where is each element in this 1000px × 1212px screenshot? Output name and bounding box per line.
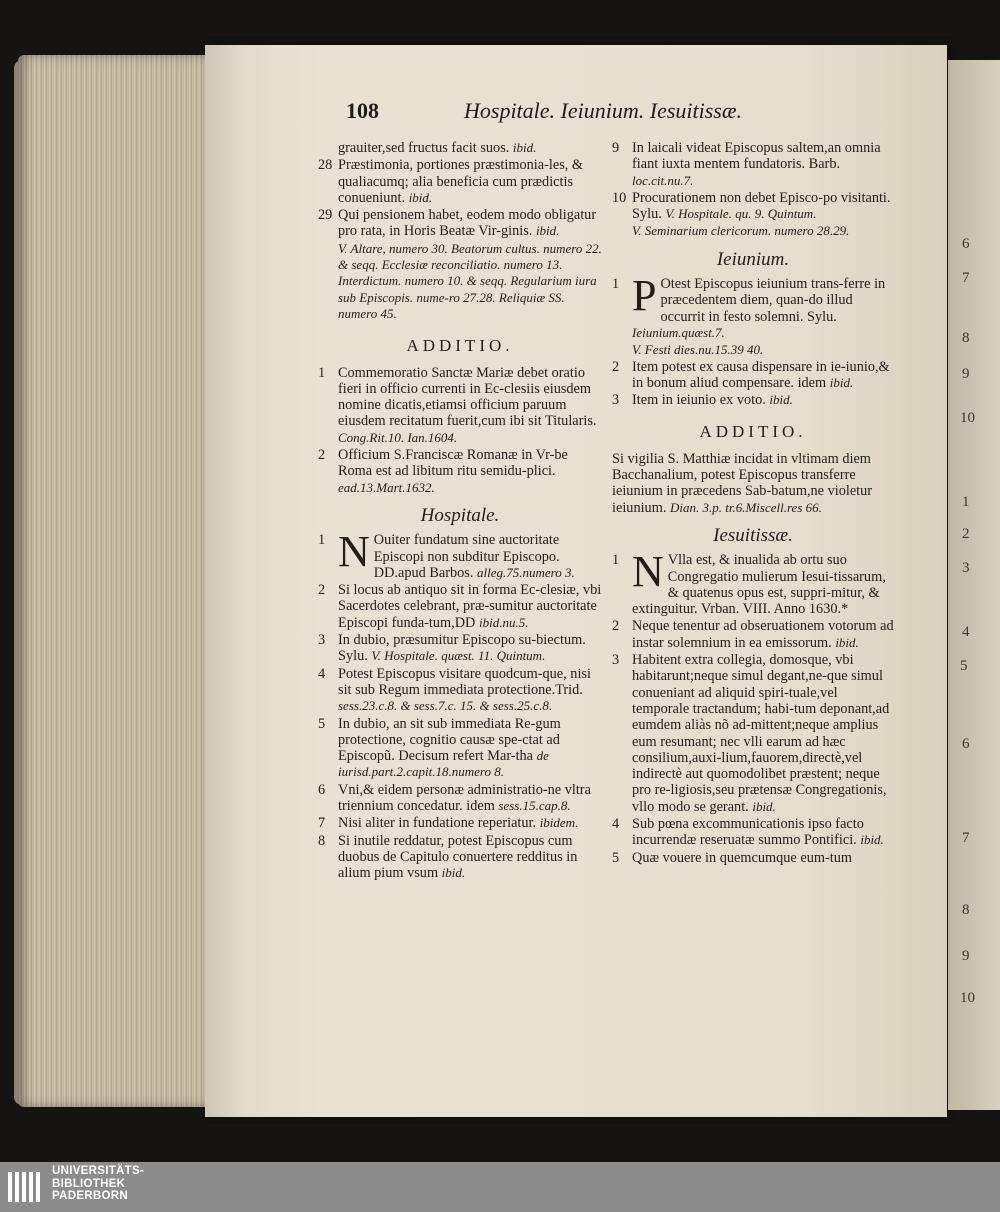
entry-number: 1 [318,532,326,549]
entry-text: Nisi aliter in fundatione reperiatur. [338,815,537,832]
entry-reference: Ieiunium.quæst.7. [632,324,725,340]
entry-text: Quæ vouere in quemcumque eum-tum [632,849,852,866]
numbered-entry [318,157,602,206]
entry-reference: de iurisd.part.2.capit.18.numero 8. [338,748,549,780]
entry-reference: alleg.75.numero 3. [477,564,575,580]
drop-capital: N [338,527,370,577]
numbered-entry [612,392,894,408]
hospitale-heading: Hospitale. [420,504,500,526]
facing-page-number: 9 [962,366,970,382]
facing-page-number: 9 [962,948,970,964]
entry-number: 2 [318,447,326,464]
numbered-entry [612,359,894,392]
numbered-entry [318,140,602,156]
footer-bar [0,1162,1000,1212]
entry-text: In dubio, præsumitur Episcopo su-biectum. Sylu. [338,632,586,665]
entry-number: 8 [318,832,326,849]
page-number: 108 [346,98,379,123]
entry-reference: sess.23.c.8. & sess.7.c. 15. & sess.25.c.8. [338,698,553,714]
facing-page-number: 3 [962,560,970,576]
entry-reference: Dian. 3.p. tr.6.Miscell.res 66. [669,499,822,515]
numbered-entry [612,816,894,849]
numbered-entry [318,365,602,446]
entry-text: Commemoratio Sanctæ Mariæ debet oratio fieri in officio currenti in Ec-clesiis eiusdem nomine dicatis,etiamsi officium paruum eiusdem recitatum fuerit,cum ibi sit Titularis. [338,364,597,430]
numbered-entry [318,666,602,715]
cross-reference: V. Festi dies.nu.15.39 40. [632,342,764,358]
entry-number: 3 [612,392,620,409]
entry-reference: V. Hospitale. qu. 9. Quintum. [665,206,817,222]
entry-number: 3 [318,632,326,649]
header-title: Hospitale. Ieiunium. Iesuitissæ. [464,98,743,123]
numbered-entry [318,207,602,240]
entry-number: 5 [612,849,620,866]
entry-reference: ibid. [752,798,776,814]
numbered-entry [318,833,602,882]
numbered-entry [612,271,894,341]
numbered-entry [612,140,894,189]
library-logo-text [52,1165,144,1203]
numbered-entry [612,547,894,618]
entry-reference: ibid. [860,832,884,848]
logo-line: BIBLIOTHEK [52,1177,126,1190]
facing-page-number: 6 [962,236,970,252]
entry-text: In laicali videat Episcopus saltem,an omnia fiant iuxta mentem fundatoris. Barb. [632,140,881,173]
numbered-entry [318,447,602,496]
entry-number: 2 [612,358,620,375]
entry-reference: ibid. [835,634,859,650]
cross-reference: V. Altare, numero 30. Beatorum cultus. numero 22. & seqq. Ecclesiæ reconciliatio. numero 13. Interdictum. numero 10. & seqq. Regularium iura sub Episcopis. nume-ro 27.28. Reliquiæ SS. numero 45. [338,240,602,321]
ieiunium-heading: Ieiunium. [716,248,790,270]
entry-text: Item in ieiunio ex voto. [632,392,766,409]
entry-text: Neque tenentur ad obseruationem votorum ad instar solemnium in ea emissorum. [632,618,894,651]
entry-reference: sess.15.cap.8. [498,797,571,813]
entry-number: 4 [318,665,326,682]
numbered-entry [612,652,894,815]
iesuitissae-heading: Iesuitissæ. [713,524,793,546]
entry-number: 28 [318,157,333,174]
numbered-entry [318,582,602,631]
additio-paragraph [612,451,894,516]
numbered-entry [612,618,894,651]
entry-reference: ibid. [512,140,537,155]
entry-text: Qui pensionem habet, eodem modo obligatur pro rata, in Horis Beatæ Vir-ginis. [338,207,597,240]
left-column [318,140,602,882]
entry-number: 2 [612,618,620,635]
entry-number: 2 [318,582,326,599]
entry-number: 10 [612,189,627,206]
entry-text: Officium S.Franciscæ Romanæ in Vr-be Roma est ad libitum ritu semidu-plici. [338,447,568,480]
facing-page-number: 4 [962,624,970,640]
facing-page-number: 6 [962,736,970,752]
entry-reference: ibid. [829,374,854,390]
entry-reference: ibid. [769,392,793,408]
entry-number: 7 [318,815,326,832]
entry-number: 3 [612,652,620,669]
entry-text: Vlla est, & inualida ab ortu suo Congregatio mulierum Iesui-tissarum, & quatenus opus est, suppri-mitur, & extinguitur. Vrban. VIII. Anno 1630.* [632,552,886,618]
additio-heading: ADDITIO. [406,336,514,356]
entry-reference: Cong.Rit.10. Ian.1604. [338,429,458,445]
numbered-entry [612,190,894,223]
entry-reference: V. Hospitale. quæst. 11. Quintum. [371,648,546,664]
entry-text: Sub pœna excommunicationis ipso facto incurrendæ reseruatæ summo Pontifici. [632,815,864,849]
entry-reference: ibid. [441,865,466,881]
facing-page-number: 8 [962,330,970,346]
numbered-entry [318,632,602,665]
numbered-entry [318,782,602,815]
numbered-entry [318,716,602,781]
entry-text: Si vigilia S. Matthiæ incidat in vltimam diem Bacchanalium, potest Episcopus transferre ieiunium in præcedens Sab-batum,ne violetur ieiunium. [612,450,873,516]
entry-text: In dubio, an sit sub immediata Re-gum protectione, cognitio causæ spe-ctat ad Episcopũ. Decisum refert Mar-tha [338,715,561,765]
entry-reference: ibid.nu.5. [478,614,529,630]
facing-page-number: 10 [960,410,975,426]
facing-page-number: 8 [962,902,970,918]
numbered-entry [318,815,602,831]
facing-page-number: 7 [962,270,970,286]
entry-number: 6 [318,781,326,798]
entry-number: 1 [612,552,620,569]
drop-capital: N [632,547,664,597]
book-page-edges [18,55,214,1107]
library-logo-icon [6,1168,46,1206]
entry-number: 1 [318,364,326,381]
facing-page-number: 2 [962,526,970,542]
additio-heading: ADDITIO. [699,422,807,442]
entry-text: Vni,& eidem personæ administratio-ne vltra triennium concedatur. idem [338,781,591,814]
facing-page-edge [948,60,1000,1110]
logo-line: UNIVERSITÄTS- [52,1165,145,1177]
entry-reference: ead.13.Mart.1632. [338,479,435,495]
facing-page-number: 1 [962,494,970,510]
numbered-entry [318,527,602,581]
facing-page-number: 5 [960,658,968,674]
entry-text: Si inutile reddatur, potest Episcopus cum duobus de Capitulo conuertere redditus in alium pium vsum [338,832,578,882]
entry-number: 9 [612,140,620,156]
entry-number: 4 [612,815,620,832]
entry-text: Ouiter fundatum sine auctoritate Episcopi non subditur Episcopo. DD.apud Barbos. [373,532,560,581]
entry-number: 29 [318,207,333,224]
entry-text: Potest Episcopus visitare quodcum-que, nisi sit sub Regum immediata protectione.Trid. [338,665,591,698]
entry-text: Otest Episcopus ieiunium trans-ferre in præcedentem diem, quan-do illud occurrit in festo solemni. Sylu. [660,276,886,325]
entry-text: Præstimonia, portiones præstimonia-les, & qualiacumq; alia beneficia cum prædictis conueniunt. [338,157,584,206]
entry-number: 5 [318,715,326,732]
entry-text: Procurationem non debet Episco-po visitanti. Sylu. [632,189,891,223]
entry-number: 1 [612,276,620,293]
facing-page-number: 10 [960,990,975,1006]
logo-line: PADERBORN [52,1190,128,1202]
entry-text: Item potest ex causa dispensare in ie-iunio,& in bonum aliud compensare. idem [632,358,890,391]
right-column [612,140,894,867]
entry-text: grauiter,sed fructus facit suos. [338,140,510,156]
entry-text: Habitent extra collegia, domosque, vbi habitarunt;neque simul degant,ne-que simul conueniant ad aliquid spiri-tuale,vel temporale tractandum; habi-tum deponant,ad eumdem aliàs nõ ad-mittent;neque amplius eum resumant; nec vlli earum ad hæc consilium,auxi-lium,fauorem,directè,vel indirectè aut quomodolibet præstent; neque pro re-ligiosis,seu prætensæ Congregationis, vllo modo se gerant. [632,652,890,815]
entry-reference: ibid. [408,189,433,205]
entry-reference: loc.cit.nu.7. [632,172,694,188]
numbered-entry [612,850,894,866]
drop-capital: P [632,271,657,321]
entry-reference: ibid. [535,223,560,239]
entry-reference: ibidem. [539,815,579,831]
cross-reference: V. Seminarium clericorum. numero 28.29. [632,223,850,239]
entry-text: Si locus ab antiquo sit in forma Ec-clesiæ, vbi Sacerdotes celebrant, præ-sumitur auctoritate Episcopi funda-tum,DD [338,582,602,631]
facing-page-number: 7 [962,830,970,846]
